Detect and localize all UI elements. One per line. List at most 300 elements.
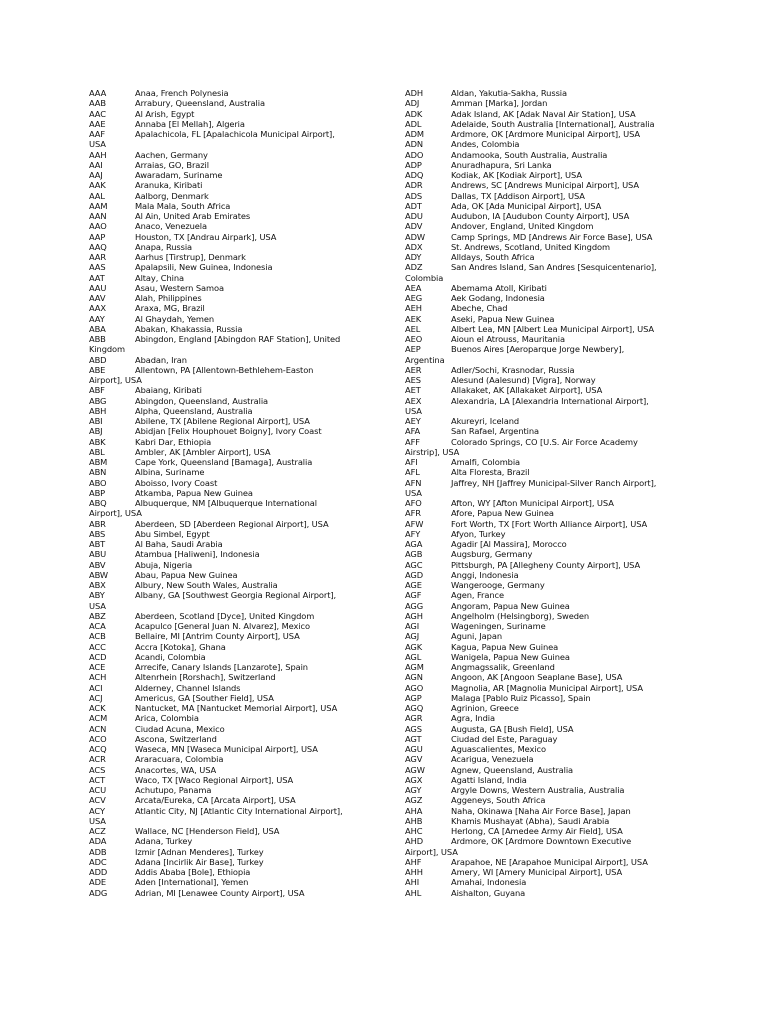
airport-code: ACZ: [89, 826, 106, 836]
airport-name: Bellaire, MI [Antrim County Airport], USA: [135, 631, 300, 642]
airport-code: ABL: [89, 446, 105, 457]
airport-name: Acandi, Colombia: [135, 651, 206, 662]
airport-entry: [89, 795, 389, 805]
airport-name: Cape York, Queensland [Bamaga], Australia: [135, 457, 313, 467]
airport-code: AFO: [405, 498, 422, 508]
airport-entry: [89, 826, 389, 836]
airport-code: ABU: [89, 549, 107, 560]
airport-code: AGH: [405, 610, 423, 621]
airport-name: Addis Ababa [Bole], Ethiopia: [135, 867, 251, 877]
airport-entry: [405, 652, 680, 662]
airport-entry: [405, 98, 680, 108]
airport-name: Waseca, MN [Waseca Municipal Airport], USA: [135, 744, 318, 754]
airport-name: Audubon, IA [Audubon County Airport], USA: [451, 211, 630, 221]
airport-entry: [89, 590, 389, 611]
airport-code: AFW: [405, 518, 424, 529]
airport-code: AAO: [89, 221, 107, 232]
airport-code: AER: [405, 364, 422, 375]
airport-entry: [405, 283, 680, 293]
airport-code: AHA: [405, 805, 423, 816]
airport-entry: [89, 662, 389, 672]
airport-name: Wanigela, Papua New Guinea: [451, 651, 570, 662]
airport-name: Albury, New South Wales, Australia: [135, 580, 278, 590]
airport-name: Amahai, Indonesia: [451, 877, 527, 888]
airport-name: Agen, France: [451, 590, 504, 601]
airport-code: ADT: [405, 200, 422, 211]
airport-entry: [405, 344, 680, 365]
airport-code: ACI: [89, 682, 103, 693]
airport-code: ACN: [89, 723, 107, 734]
airport-entry: [405, 549, 680, 559]
airport-name: Afton, WY [Afton Municipal Airport], USA: [451, 498, 614, 508]
airport-entry: [89, 806, 389, 827]
airport-entry: [405, 334, 680, 344]
airport-code: AHC: [405, 826, 423, 836]
airport-name: Anacortes, WA, USA: [135, 764, 217, 775]
airport-code: ADY: [405, 252, 422, 262]
airport-name: Abadan, Iran: [135, 354, 187, 365]
airport-entry: [89, 365, 389, 386]
airport-code: AAT: [89, 272, 105, 283]
airport-code: ACH: [89, 672, 107, 683]
airport-entry: [89, 539, 389, 549]
airport-entry: [89, 314, 389, 324]
airport-code: ACU: [89, 785, 107, 795]
airport-name: Acapulco [General Juan N. Alvarez], Mexico: [135, 621, 310, 631]
airport-entry: [89, 129, 389, 150]
airport-code: ADU: [405, 211, 423, 221]
airport-entry: [89, 836, 389, 846]
airport-entry: [405, 416, 680, 426]
airport-entry: [405, 754, 680, 764]
airport-name: Asau, Western Samoa: [135, 282, 224, 293]
airport-code: AGX: [405, 774, 423, 785]
airport-entry: [89, 867, 389, 877]
airport-code: AAI: [89, 159, 103, 170]
airport-code: ACY: [89, 805, 105, 816]
airport-entry: [405, 303, 680, 313]
airport-entry: [405, 631, 680, 641]
airport-code: AFA: [405, 426, 421, 437]
airport-entry: [405, 539, 680, 549]
airport-name: Afyon, Turkey: [451, 528, 506, 539]
airport-entry: [89, 672, 389, 682]
airport-entry: [89, 88, 389, 98]
airport-code: ACT: [89, 774, 106, 785]
airport-name: Kagua, Papua New Guinea: [451, 641, 559, 652]
airport-name: Aek Godang, Indonesia: [451, 293, 545, 303]
airport-entry: [89, 98, 389, 108]
airport-name-continued: Airport], USA: [89, 375, 142, 385]
airport-code: AET: [405, 385, 421, 396]
airport-entry: [405, 806, 680, 816]
airport-name-continued: USA: [89, 139, 106, 150]
airport-code: AGD: [405, 569, 424, 580]
airport-code: AAM: [89, 200, 108, 211]
airport-name: Angoon, AK [Angoon Seaplane Base], USA: [451, 672, 623, 683]
airport-entry: [89, 109, 389, 119]
airport-name: Dallas, TX [Addison Airport], USA: [451, 190, 585, 201]
airport-code: ACV: [89, 795, 106, 806]
airport-code: ABS: [89, 528, 106, 539]
airport-name-continued: USA: [405, 487, 422, 498]
airport-name-continued: Kingdom: [89, 344, 125, 355]
airport-name: Anuradhapura, Sri Lanka: [451, 159, 552, 170]
airport-name: Arraias, GO, Brazil: [135, 159, 209, 170]
airport-entry: [89, 119, 389, 129]
airport-code: AHB: [405, 815, 423, 826]
airport-code: ACS: [89, 764, 106, 775]
airport-entry: [89, 324, 389, 334]
airport-name: Aarhus [Tirstrup], Denmark: [135, 252, 246, 262]
airport-code: ACQ: [89, 744, 107, 754]
airport-code: AAC: [89, 108, 106, 119]
airport-code: ACR: [89, 754, 106, 765]
airport-name: Ardmore, OK [Ardmore Downtown Executive: [451, 836, 632, 847]
airport-entry: [405, 180, 680, 190]
airport-name: Ardmore, OK [Ardmore Municipal Airport], USA: [451, 129, 640, 139]
airport-name: Apalachicola, FL [Apalachicola Municipal Airport],: [135, 129, 335, 139]
airport-code: ABG: [89, 395, 107, 406]
left-column: [89, 88, 389, 898]
airport-code: AGC: [405, 559, 423, 570]
airport-name: Alexandria, LA [Alexandria International Airport],: [451, 395, 649, 406]
airport-entry: [405, 88, 680, 98]
airport-entry: [405, 590, 680, 600]
airport-entry: [405, 642, 680, 652]
airport-name-continued: USA: [89, 815, 106, 826]
airport-entry: [405, 201, 680, 211]
airport-code: AAH: [89, 149, 107, 160]
airport-name: San Andres Island, San Andres [Sesquicentenario],: [451, 262, 657, 273]
airport-entry: [89, 693, 389, 703]
airport-code: AGT: [405, 733, 422, 744]
airport-name: Alpha, Queensland, Australia: [135, 405, 253, 416]
airport-entry: [405, 519, 680, 529]
airport-name: Aalborg, Denmark: [135, 190, 209, 201]
airport-name: Agra, India: [451, 713, 495, 724]
airport-entry: [89, 150, 389, 160]
airport-name: Abidjan [Felix Houphouet Boigny], Ivory Coast: [135, 426, 322, 437]
airport-name: Ciudad Acuna, Mexico: [135, 723, 225, 734]
airport-code: ABZ: [89, 610, 106, 621]
airport-name-continued: Airport], USA: [405, 846, 458, 857]
airport-entry: [89, 621, 389, 631]
airport-name: Altay, China: [135, 272, 185, 283]
airport-name: Anapa, Russia: [135, 241, 193, 252]
airport-code: ACD: [89, 651, 107, 662]
airport-name: Colorado Springs, CO [U.S. Air Force Academy: [451, 436, 638, 447]
airport-code: AHH: [405, 867, 423, 877]
airport-entry: [405, 426, 680, 436]
airport-entry: [89, 457, 389, 467]
airport-code: ACK: [89, 703, 106, 713]
airport-name: Argyle Downs, Western Australia, Australia: [451, 785, 625, 795]
airport-name: Altenrhein [Rorshach], Switzerland: [135, 672, 276, 683]
airport-entry: [89, 529, 389, 539]
airport-code: AES: [405, 375, 421, 385]
airport-entry: [89, 232, 389, 242]
airport-code: AHL: [405, 887, 422, 898]
airport-entry: [405, 888, 680, 898]
airport-entry: [89, 406, 389, 416]
airport-name: Izmir [Adnan Menderes], Turkey: [135, 846, 264, 857]
airport-name: Abaiang, Kiribati: [135, 385, 202, 396]
airport-entry: [405, 437, 680, 458]
airport-entry: [405, 396, 680, 417]
airport-code: AGU: [405, 744, 423, 754]
airport-name: Adelaide, South Australia [International], Australia: [451, 118, 655, 129]
airport-name: Aggeneys, South Africa: [451, 795, 546, 806]
airport-code: ABM: [89, 457, 108, 467]
airport-name: Ada, OK [Ada Municipal Airport], USA: [451, 200, 602, 211]
airport-entry: [405, 765, 680, 775]
airport-name: Atambua [Haliweni], Indonesia: [135, 549, 260, 560]
airport-code: AGM: [405, 662, 424, 672]
airport-name-continued: Airport], USA: [89, 508, 142, 519]
airport-entry: [89, 355, 389, 365]
airport-entry: [89, 170, 389, 180]
airport-entry: [89, 447, 389, 457]
airport-name: Albany, GA [Southwest Georgia Regional Airport],: [135, 590, 337, 601]
airport-name: Jaffrey, NH [Jaffrey Municipal-Silver Ranch Airport],: [451, 477, 657, 488]
airport-entry: [405, 601, 680, 611]
airport-name: Aranuka, Kiribati: [135, 180, 203, 191]
airport-name: Arrecife, Canary Islands [Lanzarote], Spain: [135, 662, 308, 672]
airport-entry: [405, 713, 680, 723]
airport-name: Alesund (Aalesund) [Vigra], Norway: [451, 375, 596, 385]
airport-code: AGV: [405, 754, 423, 765]
airport-entry: [89, 724, 389, 734]
airport-code: AGZ: [405, 795, 423, 806]
airport-entry: [405, 139, 680, 149]
airport-code: AEY: [405, 416, 421, 426]
right-column: [405, 88, 680, 898]
airport-entry: [405, 150, 680, 160]
airport-code: AGL: [405, 651, 422, 662]
airport-code: AGB: [405, 549, 423, 560]
airport-name: Araracuara, Colombia: [135, 754, 224, 765]
airport-name: Acarigua, Venezuela: [451, 754, 534, 765]
airport-code: ACC: [89, 641, 106, 652]
airport-entry: [405, 242, 680, 252]
airport-entry: [405, 508, 680, 518]
airport-entry: [89, 221, 389, 231]
airport-entry: [89, 396, 389, 406]
airport-entry: [89, 498, 389, 519]
airport-code: AGJ: [405, 631, 420, 642]
airport-entry: [405, 252, 680, 262]
airport-name: Abingdon, England [Abingdon RAF Station], United: [135, 334, 341, 344]
airport-name-continued: Colombia: [405, 272, 444, 283]
airport-name: Aguni, Japan: [451, 631, 502, 642]
airport-code: AEL: [405, 323, 421, 334]
airport-name: Buenos Aires [Aeroparque Jorge Newbery],: [451, 344, 625, 355]
airport-code: AAL: [89, 190, 105, 201]
airport-name: Anaco, Venezuela: [135, 221, 207, 232]
airport-code: ADH: [405, 88, 424, 98]
airport-entry: [89, 847, 389, 857]
airport-code: ADK: [405, 108, 423, 119]
airport-entry: [89, 888, 389, 898]
airport-code: ADS: [405, 190, 423, 201]
airport-code: ADR: [405, 180, 423, 191]
airport-code: ADG: [89, 887, 108, 898]
airport-entry: [405, 560, 680, 570]
airport-entry: [405, 662, 680, 672]
airport-entry: [405, 816, 680, 826]
airport-entry: [405, 724, 680, 734]
airport-code: ABF: [89, 385, 105, 396]
airport-entry: [405, 683, 680, 693]
airport-entry: [89, 734, 389, 744]
airport-code: ABT: [89, 539, 106, 549]
airport-name: Aboisso, Ivory Coast: [135, 477, 218, 488]
airport-code: AEP: [405, 344, 421, 355]
airport-entry: [405, 293, 680, 303]
airport-code: ABR: [89, 518, 106, 529]
airport-name: Afore, Papua New Guinea: [451, 508, 554, 519]
airport-code: AAA: [89, 88, 107, 98]
airport-name: Ascona, Switzerland: [135, 733, 217, 744]
airport-name: Magnolia, AR [Magnolia Municipal Airport], USA: [451, 682, 643, 693]
airport-name: Al Ghaydah, Yemen: [135, 313, 214, 324]
airport-name: Augsburg, Germany: [451, 549, 533, 560]
airport-entry: [405, 221, 680, 231]
airport-code: AAY: [89, 313, 105, 324]
airport-code: ABP: [89, 487, 106, 498]
airport-name: Accra [Kotoka], Ghana: [135, 641, 226, 652]
airport-entry: [89, 334, 389, 355]
airport-entry: [89, 293, 389, 303]
airport-code: AEO: [405, 334, 423, 344]
airport-name: Camp Springs, MD [Andrews Air Force Base], USA: [451, 231, 653, 242]
airport-entry: [89, 437, 389, 447]
airport-code: AFI: [405, 457, 418, 467]
airport-name: Andover, England, United Kingdom: [451, 221, 594, 232]
airport-code: ACE: [89, 662, 106, 672]
airport-entry: [405, 365, 680, 375]
airport-entry: [405, 621, 680, 631]
airport-code: ABD: [89, 354, 107, 365]
airport-name: Arcata/Eureka, CA [Arcata Airport], USA: [135, 795, 296, 806]
airport-code: AGO: [405, 682, 424, 693]
airport-name: Al Arish, Egypt: [135, 108, 195, 119]
airport-entry: [405, 314, 680, 324]
airport-name: Naha, Okinawa [Naha Air Force Base], Japan: [451, 805, 631, 816]
airport-code: AEX: [405, 395, 422, 406]
airport-name: Aioun el Atrouss, Mauritania: [451, 334, 565, 344]
airport-code: AHI: [405, 877, 420, 888]
airport-entry: [89, 180, 389, 190]
airport-entry: [89, 785, 389, 795]
airport-name: Aden [International], Yemen: [135, 877, 249, 888]
airport-code: AGK: [405, 641, 423, 652]
airport-code: AFL: [405, 467, 420, 478]
airport-name: Al Ain, United Arab Emirates: [135, 211, 251, 221]
airport-entry: [89, 570, 389, 580]
airport-name: Aberdeen, Scotland [Dyce], United Kingdom: [135, 610, 315, 621]
airport-entry: [405, 529, 680, 539]
airport-name: Agrinion, Greece: [451, 703, 519, 713]
airport-code: ADV: [405, 221, 423, 232]
airport-name: Amery, WI [Amery Municipal Airport], USA: [451, 867, 623, 877]
airport-code: ADM: [405, 129, 424, 139]
airport-code: AGN: [405, 672, 423, 683]
airport-name: Adler/Sochi, Krasnodar, Russia: [451, 364, 575, 375]
airport-code: AAP: [89, 231, 106, 242]
airport-entry: [89, 642, 389, 652]
airport-entry: [89, 560, 389, 570]
airport-entry: [89, 744, 389, 754]
airport-name: Al Baha, Saudi Arabia: [135, 539, 223, 549]
airport-name: Pittsburgh, PA [Allegheny County Airport], USA: [451, 559, 641, 570]
airport-code: AGW: [405, 764, 425, 775]
airport-name: Andes, Colombia: [451, 139, 520, 150]
airport-code: ABJ: [89, 426, 103, 437]
airport-name: Aishalton, Guyana: [451, 887, 526, 898]
airport-entry: [405, 703, 680, 713]
airport-name: Fort Worth, TX [Fort Worth Alliance Airport], USA: [451, 518, 648, 529]
airport-name: Agatti Island, India: [451, 774, 527, 785]
airport-name: Wallace, NC [Henderson Field], USA: [135, 826, 280, 836]
airport-code: ADJ: [405, 98, 420, 109]
airport-entry: [405, 795, 680, 805]
airport-entry: [89, 631, 389, 641]
airport-name: Achutupo, Panama: [135, 785, 212, 795]
airport-code: AHD: [405, 836, 424, 847]
airport-entry: [89, 877, 389, 887]
airport-entry: [405, 119, 680, 129]
airport-name: Abeche, Chad: [451, 303, 508, 314]
airport-name: Agadir [Al Massira], Morocco: [451, 539, 567, 549]
airport-name: Khamis Mushayat (Abha), Saudi Arabia: [451, 815, 610, 826]
airport-code: AAB: [89, 98, 106, 109]
airport-code: AGR: [405, 713, 423, 724]
airport-name: Angelholm (Helsingborg), Sweden: [451, 610, 590, 621]
airport-entry: [405, 826, 680, 836]
airport-entry: [405, 478, 680, 499]
airport-name: Abemama Atoll, Kiribati: [451, 282, 547, 293]
airport-name: Alldays, South Africa: [451, 252, 535, 262]
airport-code: ADO: [405, 149, 424, 160]
airport-name: Alderney, Channel Islands: [135, 682, 241, 693]
airport-code: AEG: [405, 293, 423, 303]
airport-entry: [89, 519, 389, 529]
airport-entry: [89, 191, 389, 201]
airport-code: ABE: [89, 364, 106, 375]
airport-code: ABV: [89, 559, 106, 570]
airport-name: Amalfi, Colombia: [451, 457, 521, 467]
airport-code: ADZ: [405, 262, 423, 273]
airport-name: Nantucket, MA [Nantucket Memorial Airport], USA: [135, 703, 338, 713]
airport-code: AAE: [89, 118, 106, 129]
airport-code: AFN: [405, 477, 422, 488]
airport-name-continued: Argentina: [405, 354, 445, 365]
airport-entry: [89, 549, 389, 559]
airport-name: Ciudad del Este, Paraguay: [451, 733, 558, 744]
airport-entry: [405, 867, 680, 877]
airport-entry: [405, 877, 680, 887]
airport-code: AGY: [405, 785, 422, 795]
airport-code: ADX: [405, 241, 423, 252]
airport-code: AGE: [405, 580, 422, 590]
airport-name: Abakan, Khakassia, Russia: [135, 323, 243, 334]
airport-name: Arapahoe, NE [Arapahoe Municipal Airport], USA: [451, 856, 648, 867]
airport-name: Angmagssalik, Greenland: [451, 662, 555, 672]
airport-entry: [89, 765, 389, 775]
airport-name: Waco, TX [Waco Regional Airport], USA: [135, 774, 294, 785]
